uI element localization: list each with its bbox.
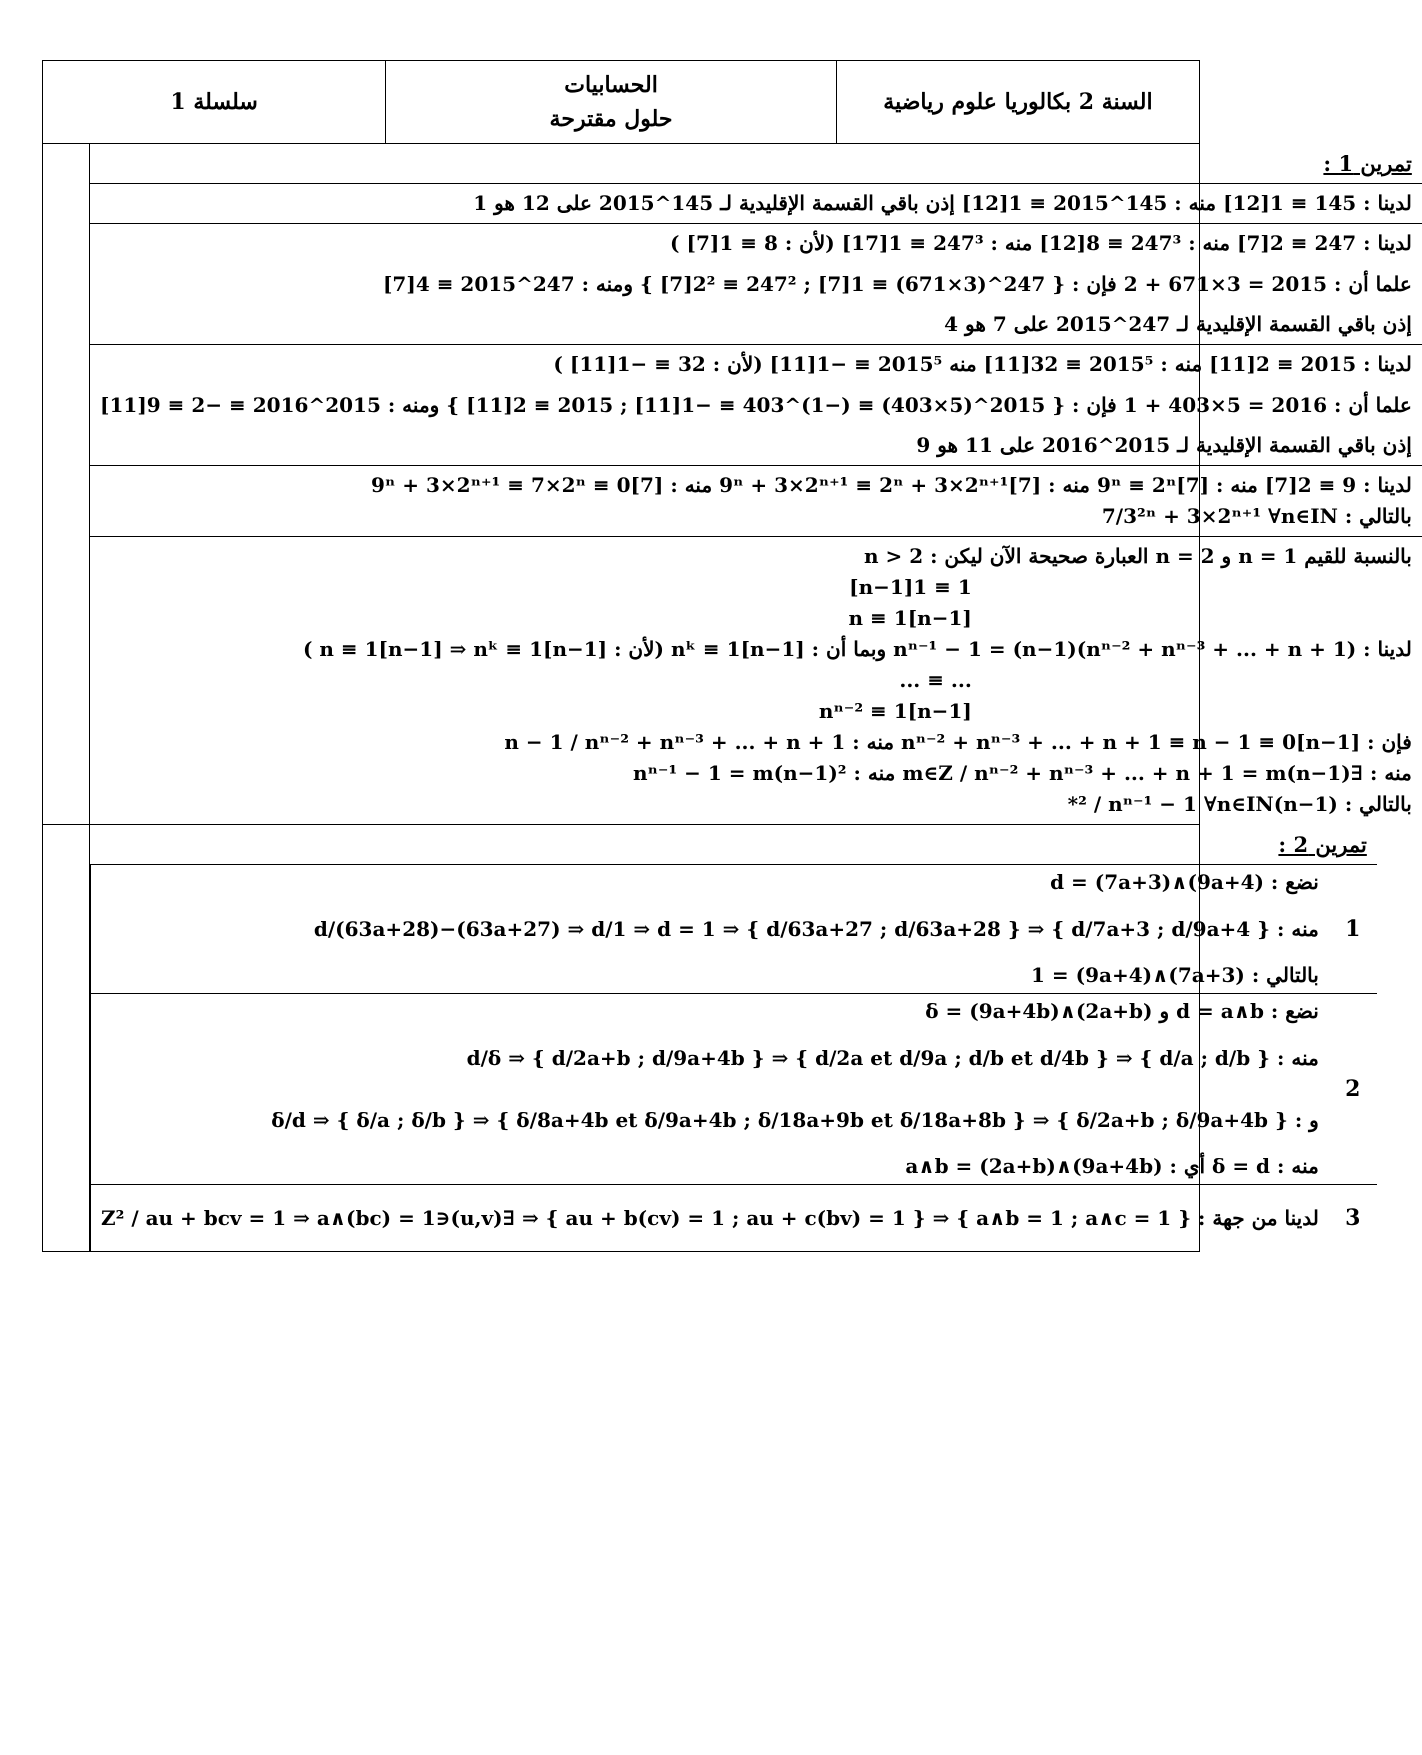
worksheet: [42, 60, 1412, 1252]
question-2-content: [90, 994, 1329, 1184]
math-line: بالتالي : (n−1)² / nⁿ⁻¹ − 1 ∀n∈IN*: [1067, 792, 1412, 816]
question-3: [90, 1185, 1377, 1251]
math-line: و : { δ/2a+b ; δ/9a+4b } ⇒ { δ/8a+4b et δ/9a+4b ; δ/18a+9b et δ/18a+8b } ⇒ { δ/a ; δ/b } ⇒ δ/d: [271, 1108, 1319, 1132]
math-line: منه : δ = d أي : (9a+4b)∧(2a+b) = a∧b: [905, 1154, 1319, 1178]
exercise-2-content: [90, 825, 1377, 1251]
math-line: إذن باقي القسمة الإقليدية لـ 247^2015 على 7 هو 4: [944, 312, 1412, 336]
math-line: بالنسبة للقيم n = 1 و n = 2 العبارة صحيحة الآن ليكن : n > 2: [863, 544, 1412, 568]
exercise-1-title: تمرين 1 :: [1323, 151, 1412, 176]
exercises-body: [42, 144, 1412, 1252]
math-line: لدينا : 9 ≡ 2[7] منه : 9ⁿ ≡ 2ⁿ[7] منه : 9ⁿ + 3×2ⁿ⁺¹ ≡ 2ⁿ + 3×2ⁿ⁺¹[7] منه : 9ⁿ + 3×2ⁿ⁺¹ ≡ 7×2ⁿ ≡ 0[7]: [371, 473, 1412, 497]
topic-subtitle: حلول مقترحة: [549, 106, 673, 132]
question-3-content: [90, 1185, 1329, 1251]
math-line: n ≡ 1[n−1]: [848, 606, 972, 630]
math-line: منه : { d/7a+3 ; d/9a+4 } ⇒ { d/63a+27 ; d/63a+28 } ⇒ d/(63a+28)−(63a+27) ⇒ d/1 ⇒ d = 1: [313, 917, 1319, 941]
math-line: ... ≡ ...: [899, 668, 972, 692]
exercise-1-part-4: [90, 466, 1422, 537]
math-line: منه : { d/a ; d/b } ⇒ { d/2a et d/9a ; d/b et d/4b } ⇒ { d/2a+b ; d/9a+4b } ⇒ d/δ: [466, 1046, 1319, 1070]
math-line: 1 ≡ 1[n−1]: [849, 575, 972, 599]
exercise-1-part-2: [90, 224, 1422, 345]
math-line: لدينا : 247 ≡ 2[7] منه : 247³ ≡ 8[12] منه : 247³ ≡ 1[17] (لأن : 8 ≡ 1[7] ): [670, 231, 1412, 255]
question-number: 2: [1345, 1076, 1361, 1102]
question-number: 1: [1345, 916, 1361, 942]
question-number: 3: [1345, 1205, 1361, 1231]
math-line: علما أن : 2016 = 5×403 + 1 فإن : { 2015^(5×403) ≡ (−1)^403 ≡ −1[11] ; 2015 ≡ 2[11] } ومنه : 2015^2016 ≡ −2 ≡ 9[11]: [100, 393, 1412, 417]
math-line: نضع : d = (7a+3)∧(9a+4): [1050, 870, 1319, 894]
math-line: بالتالي : 7/3²ⁿ + 3×2ⁿ⁺¹ ∀n∈IN: [1101, 504, 1412, 528]
math-line: لدينا : 145 ≡ 1[12] منه : 145^2015 ≡ 1[12] إذن باقي القسمة الإقليدية لـ 145^2015 على 12 هو 1: [473, 191, 1412, 215]
exercise-1-part-1: [90, 184, 1422, 224]
math-line: لدينا من جهة : { a∧b = 1 ; a∧c = 1 } ⇒ { au + b(cv) = 1 ; au + c(bv) = 1 } ⇒ ∃(u,v)∈Z² / au + bcv = 1 ⇒ a∧(bc) = 1: [101, 1206, 1319, 1230]
exercise-1-content: [90, 144, 1422, 824]
exercise-2-title: تمرين 2 :: [1278, 832, 1367, 857]
question-2: [90, 994, 1377, 1185]
math-line: فإن : nⁿ⁻² + nⁿ⁻³ + ... + n + 1 ≡ n − 1 ≡ 0[n−1] منه : n − 1 / nⁿ⁻² + nⁿ⁻³ + ... + n + 1: [504, 730, 1412, 754]
topic-title: الحسابيات: [564, 72, 658, 98]
topic-cell: [386, 61, 837, 144]
math-line: نضع : d = a∧b و δ = (9a+4b)∧(2a+b): [925, 999, 1319, 1023]
math-line: لدينا : 2015 ≡ 2[11] منه : 2015⁵ ≡ 32[11] منه 2015⁵ ≡ −1[11] (لأن : 32 ≡ −1[11] ): [553, 352, 1412, 376]
math-line: منه : ∃m∈Z / nⁿ⁻² + nⁿ⁻³ + ... + n + 1 = m(n−1) منه : nⁿ⁻¹ − 1 = m(n−1)²: [632, 761, 1412, 785]
series-label: سلسلة 1: [43, 61, 386, 144]
margin-strip: [43, 144, 90, 824]
question-1-content: [90, 865, 1329, 993]
header-table: [42, 60, 1200, 144]
question-1: [90, 865, 1377, 994]
exercise-2-title-row: [90, 825, 1377, 865]
math-line: علما أن : 2015 = 3×671 + 2 فإن : { 247^(3×671) ≡ 1[7] ; 247² ≡ 2²[7] } ومنه : 247^2015 ≡ 4[7]: [382, 272, 1412, 296]
exercise-1-title-row: [90, 144, 1422, 184]
math-line: nⁿ⁻² ≡ 1[n−1]: [818, 699, 972, 723]
math-line: بالتالي : (7a+3)∧(9a+4) = 1: [1031, 963, 1319, 987]
exercise-1-part-5: [90, 537, 1422, 824]
exercise-1-part-3: [90, 345, 1422, 466]
exercise-2: [43, 824, 1367, 1251]
exercise-1: [43, 144, 1412, 824]
level-label: السنة 2 بكالوريا علوم رياضية: [836, 61, 1199, 144]
math-line: إذن باقي القسمة الإقليدية لـ 2015^2016 على 11 هو 9: [916, 433, 1412, 457]
margin-strip: [43, 825, 90, 1251]
math-line: لدينا : nⁿ⁻¹ − 1 = (n−1)(nⁿ⁻² + nⁿ⁻³ + ... + n + 1) وبما أن : nᵏ ≡ 1[n−1] (لأن : n ≡ 1[n−1] ⇒ nᵏ ≡ 1[n−1] ): [302, 637, 1412, 661]
